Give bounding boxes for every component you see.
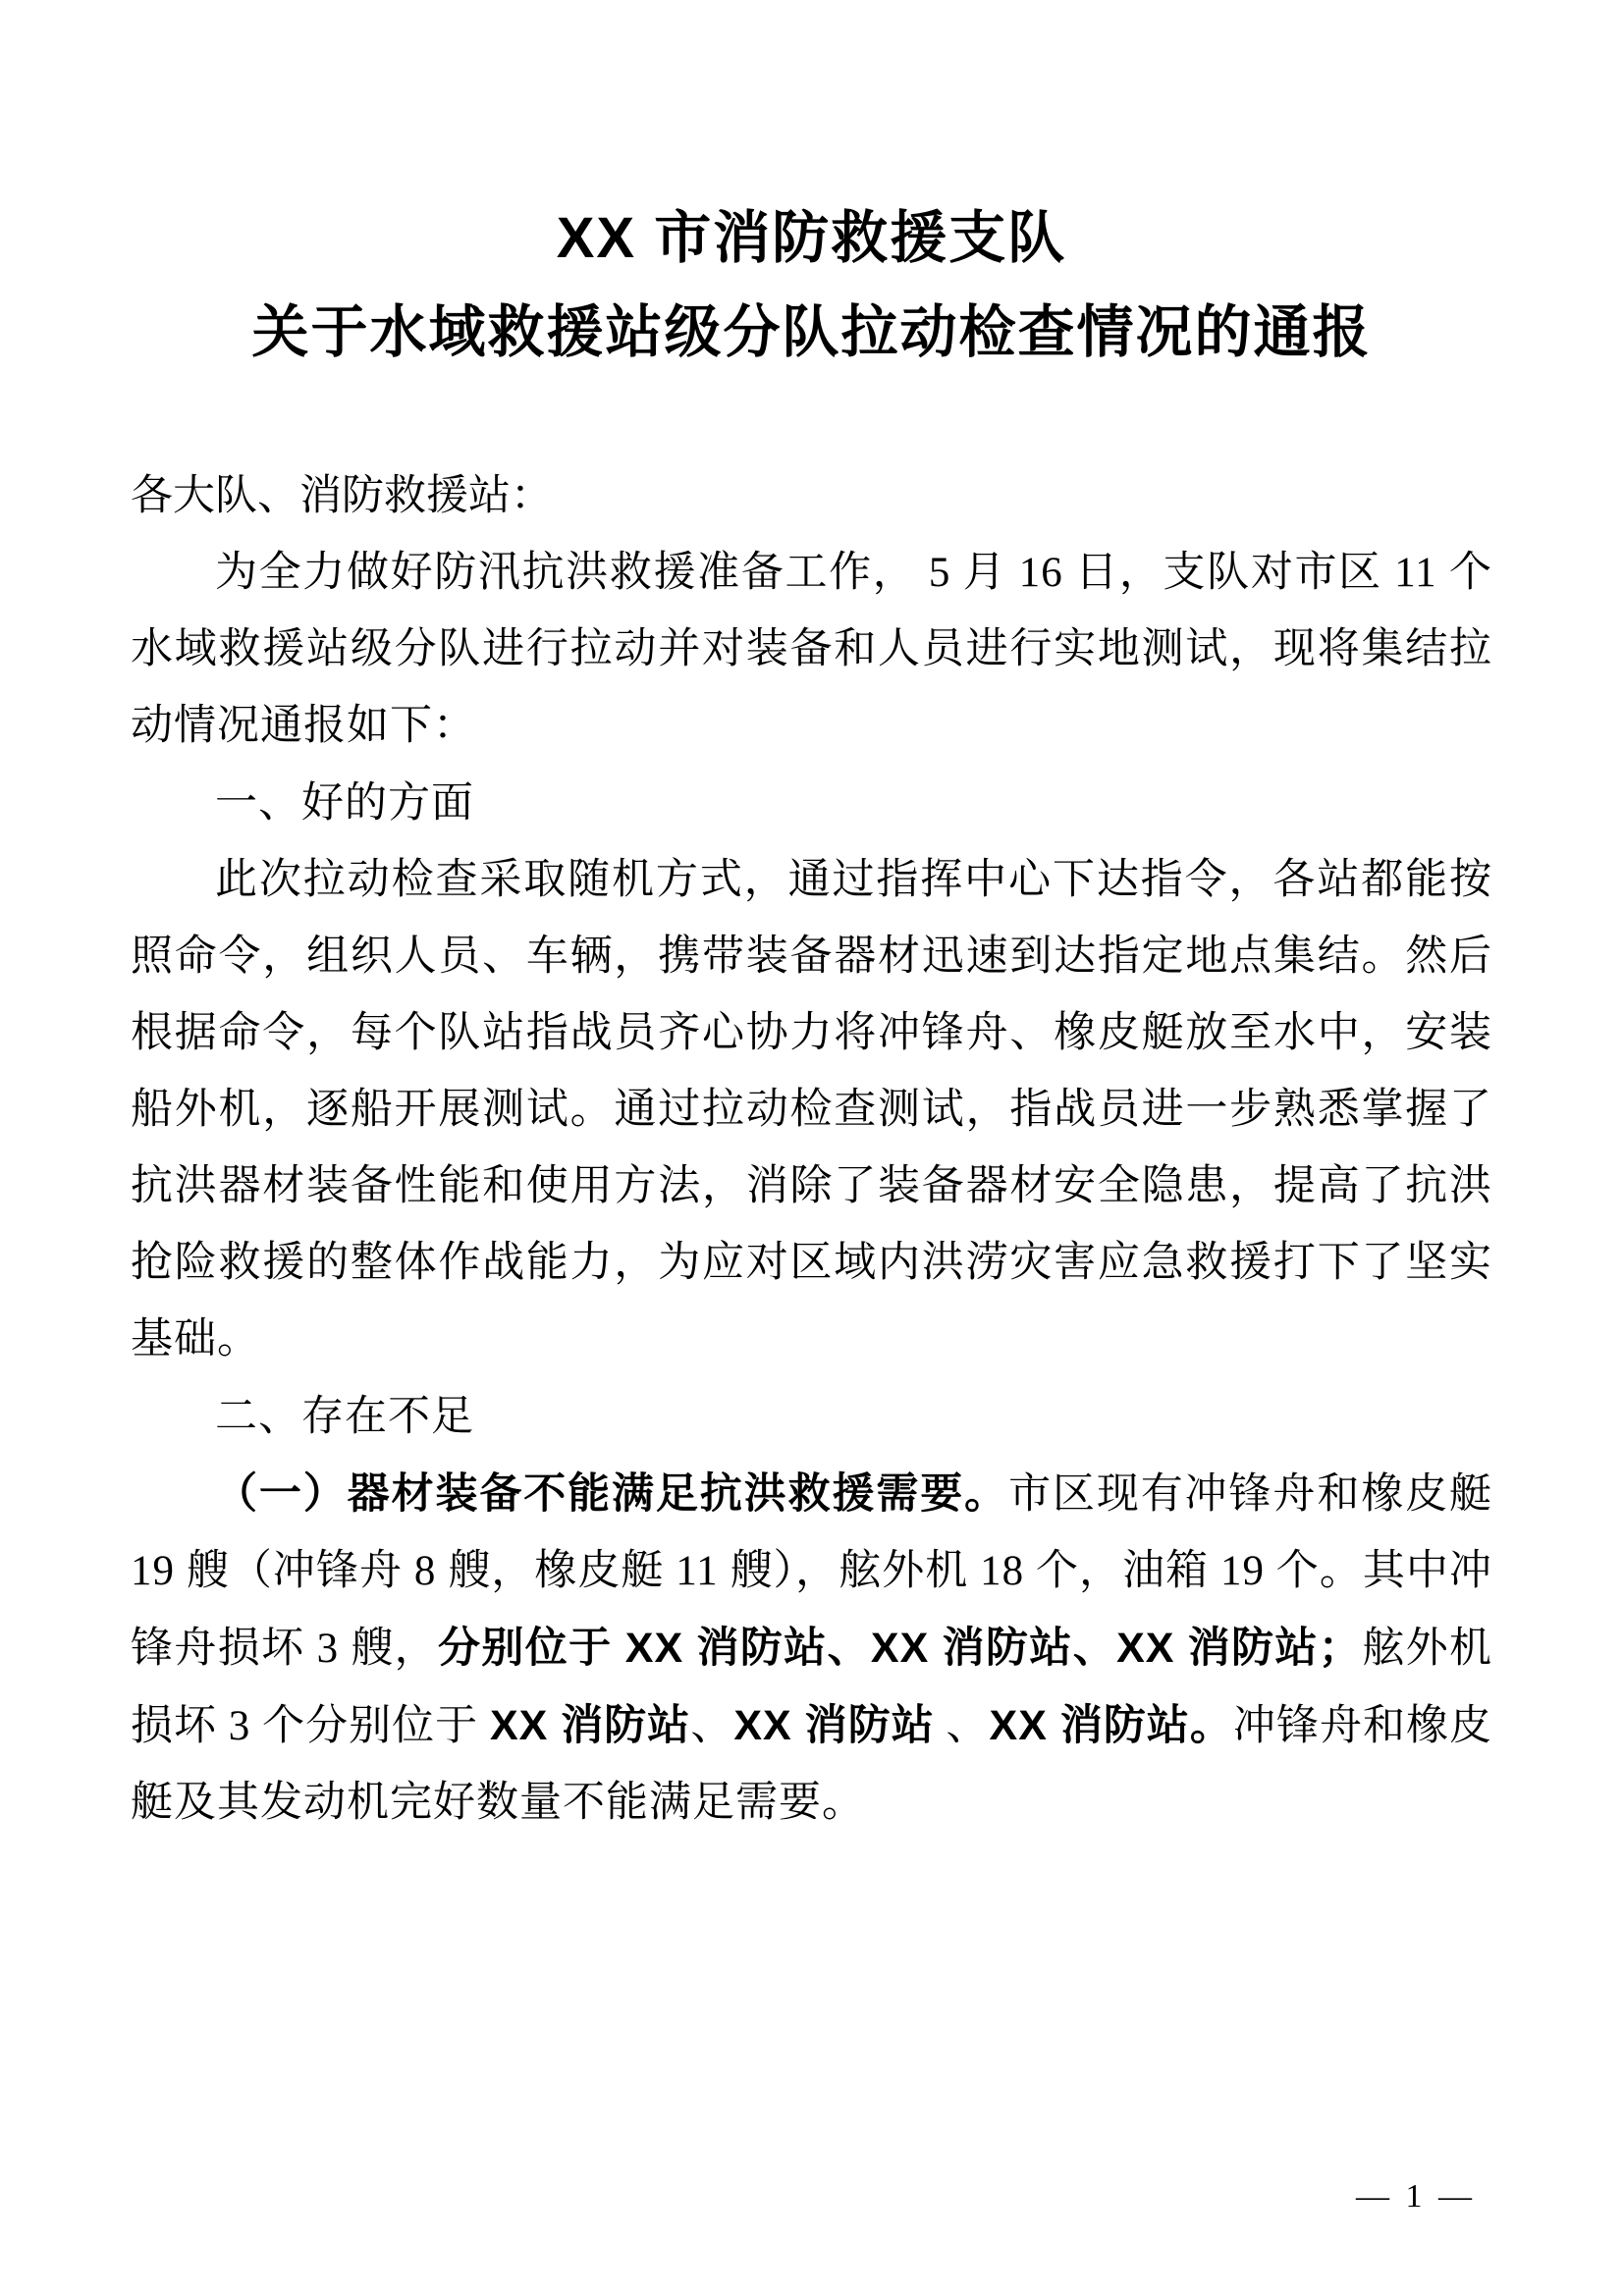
- text-run: XX 消防站。: [989, 1702, 1233, 1749]
- text-run: （一）器材装备不能满足抗洪救援需要。: [215, 1470, 1009, 1518]
- section-heading: [131, 1378, 1492, 1456]
- text-run: 二、存在不足: [215, 1393, 474, 1440]
- title-line-2: 关于水域救援站级分队拉动检查情况的通报: [251, 300, 1372, 364]
- paragraph: [131, 842, 1492, 1378]
- document-title: [131, 191, 1492, 380]
- paragraph: [131, 535, 1492, 765]
- text-run: XX 消防站: [733, 1702, 935, 1749]
- document-body: [131, 458, 1492, 1842]
- text-run: 、: [934, 1703, 990, 1749]
- text-run: 冲锋舟和橡皮艇及其发动机完好数量不能满足需要。: [131, 1703, 1493, 1826]
- text-run: 此次拉动检查采取随机方式，通过指挥中心下达指令，各站都能按照命令，组织人员、车辆，携带装备器材迅速到达指定地点集结。然后根据命令，每个队站指战员齐心协力将冲锋舟、橡皮艇放至水中，安装船外机，逐船开展测试。通过拉动检查测试，指战员进一步熟悉掌握了抗洪器材装备性能和使用方法，消除了装备器材安全隐患，提高了抗洪抢险救援的整体作战能力，为应对区域内洪涝灾害应急救援打下了坚实基础。: [131, 857, 1492, 1362]
- section-heading: [131, 765, 1492, 842]
- paragraphs: [131, 535, 1492, 1842]
- text-run: 舷外机损坏 3 个分别位于: [131, 1626, 1493, 1749]
- salutation: 各大队、消防救援站：: [131, 473, 553, 519]
- text-run: XX 消防站: [489, 1702, 691, 1749]
- text-run: 市区现有冲锋舟和橡皮艇 19 艘（冲锋舟 8 艘，橡皮艇 11 艘），舷外机 18 个，油箱 19 个。其中冲锋舟损坏 3 艘，: [131, 1471, 1493, 1672]
- text-run: 一、好的方面: [215, 779, 474, 827]
- text-run: 、: [690, 1703, 734, 1749]
- page-number: — 1 —: [1356, 2178, 1476, 2215]
- title-line-1: XX 市消防救援支队: [556, 206, 1067, 270]
- paragraph: [131, 1456, 1492, 1842]
- text-run: 为全力做好防汛抗洪救援准备工作， 5 月 16 日，支队对市区 11 个水域救援站级分队进行拉动并对装备和人员进行实地测试，现将集结拉动情况通报如下：: [131, 550, 1492, 749]
- text-run: 分别位于 XX 消防站、XX 消防站、XX 消防站；: [437, 1625, 1362, 1672]
